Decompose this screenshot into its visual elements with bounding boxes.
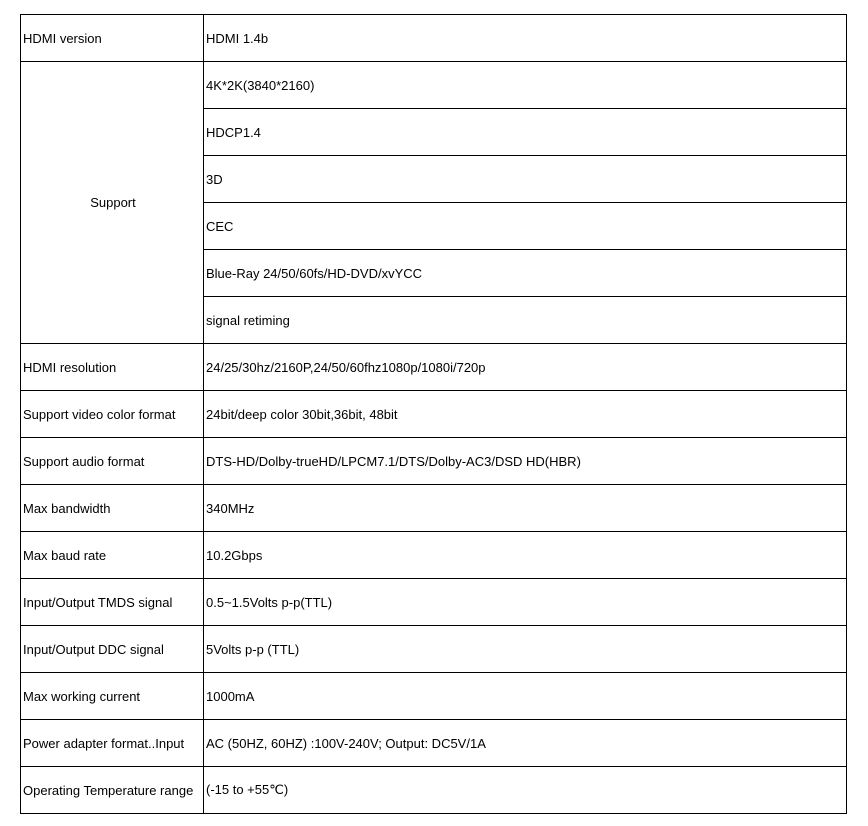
row-value: DTS-HD/Dolby-trueHD/LPCM7.1/DTS/Dolby-AC3/DSD HD(HBR) (204, 438, 847, 485)
support-item: CEC (204, 203, 847, 250)
table-row (21, 15, 847, 62)
table-row (21, 344, 847, 391)
row-label: HDMI version (21, 15, 204, 62)
table-row (21, 438, 847, 485)
table-row (21, 391, 847, 438)
row-label: Max bandwidth (21, 485, 204, 532)
table-row (21, 626, 847, 673)
row-value: HDMI 1.4b (204, 15, 847, 62)
support-item: 3D (204, 156, 847, 203)
table-row (21, 767, 847, 814)
row-value: 24bit/deep color 30bit,36bit, 48bit (204, 391, 847, 438)
row-value: 5Volts p-p (TTL) (204, 626, 847, 673)
table-row (21, 579, 847, 626)
row-value: (-15 to +55℃) (204, 767, 847, 814)
table-row (21, 485, 847, 532)
row-value: 340MHz (204, 485, 847, 532)
row-label: Max working current (21, 673, 204, 720)
row-label: Support video color format (21, 391, 204, 438)
support-item: signal retiming (204, 297, 847, 344)
spec-table (20, 14, 847, 814)
table-row (21, 673, 847, 720)
row-label: Input/Output DDC signal (21, 626, 204, 673)
row-value: 24/25/30hz/2160P,24/50/60fhz1080p/1080i/720p (204, 344, 847, 391)
row-label: Support audio format (21, 438, 204, 485)
row-value: 0.5~1.5Volts p-p(TTL) (204, 579, 847, 626)
support-item: Blue-Ray 24/50/60fs/HD-DVD/xvYCC (204, 250, 847, 297)
row-label: Max baud rate (21, 532, 204, 579)
row-value: 10.2Gbps (204, 532, 847, 579)
table-row (21, 720, 847, 767)
row-label: Power adapter format..Input (21, 720, 204, 767)
row-label: HDMI resolution (21, 344, 204, 391)
support-item: 4K*2K(3840*2160) (204, 62, 847, 109)
row-label: Input/Output TMDS signal (21, 579, 204, 626)
row-value: AC (50HZ, 60HZ) :100V-240V; Output: DC5V/1A (204, 720, 847, 767)
support-item: HDCP1.4 (204, 109, 847, 156)
row-label-support: Support (21, 62, 204, 344)
row-label: Operating Temperature range (21, 767, 204, 814)
table-row (21, 62, 847, 109)
table-row (21, 532, 847, 579)
row-value: 1000mA (204, 673, 847, 720)
